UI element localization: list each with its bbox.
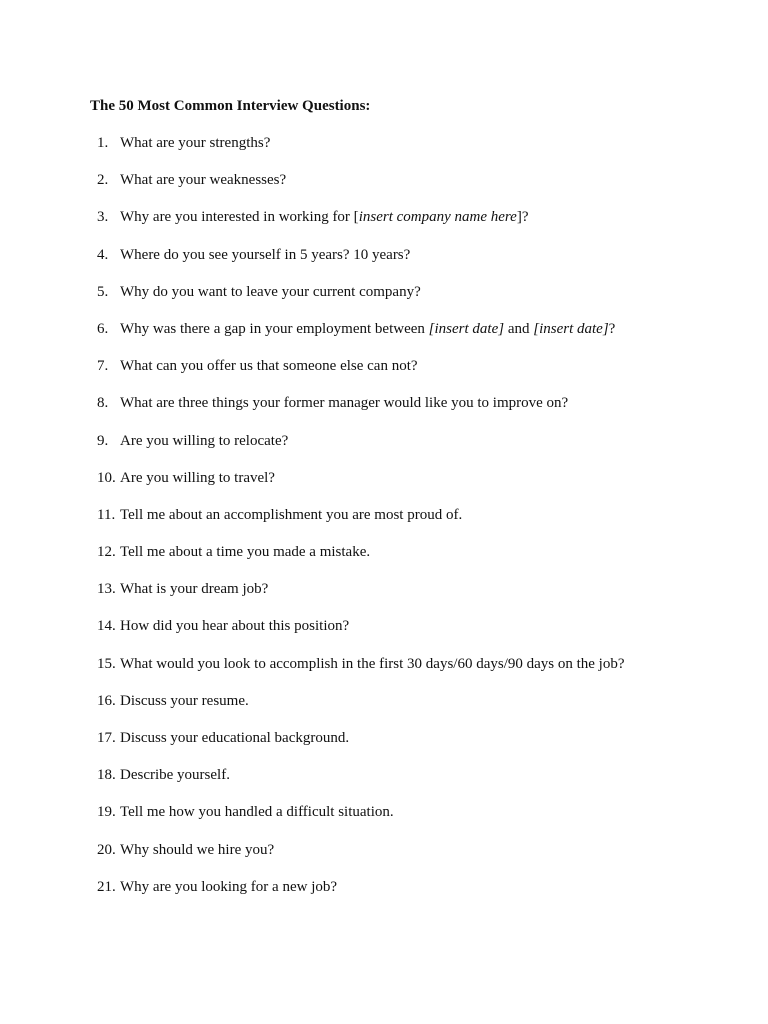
question-text-segment: Tell me how you handled a difficult situation. [120, 804, 394, 821]
question-text [120, 728, 349, 748]
question-text [120, 207, 529, 227]
question-text [120, 356, 418, 376]
question-text-segment: ? [608, 320, 616, 337]
question-text [120, 654, 625, 674]
question-number: 2. [97, 172, 109, 189]
question-text [120, 579, 268, 599]
question-text [120, 282, 421, 302]
question-text [120, 431, 288, 451]
question-text-segment: Where do you see yourself in 5 years? 10 years? [120, 246, 411, 263]
question-text [120, 505, 462, 525]
question-text-segment: Are you willing to relocate? [120, 432, 289, 449]
question-text-segment: What are three things your former manager would like you to improve on? [120, 395, 569, 412]
question-text-segment: Tell me about a time you made a mistake. [120, 544, 371, 561]
question-text [120, 802, 394, 822]
question-number: 8. [97, 395, 109, 412]
question-number: 15. [97, 655, 116, 672]
question-text-segment: Why are you looking for a new job? [120, 878, 338, 895]
question-number: 9. [97, 432, 109, 449]
question-text [120, 877, 337, 897]
question-text-segment: How did you hear about this position? [120, 618, 350, 635]
question-text-segment: What can you offer us that someone else can not? [120, 358, 418, 375]
question-text-segment: What are your strengths? [120, 135, 271, 151]
question-number: 7. [97, 358, 109, 375]
question-text-segment: Are you willing to travel? [120, 469, 275, 486]
question-text-segment: Why was there a gap in your employment between [120, 320, 429, 337]
question-number: 1. [97, 135, 109, 151]
question-number: 6. [97, 320, 109, 337]
question-number: 13. [97, 581, 116, 598]
question-text-segment: Discuss your educational background. [120, 730, 350, 746]
question-text-segment: Why are you interested in working for [ [120, 209, 359, 226]
question-text [120, 133, 270, 153]
placeholder-text: [insert date] [428, 320, 505, 337]
question-text [120, 840, 274, 860]
question-number: 3. [97, 209, 109, 226]
question-number: 14. [97, 618, 116, 635]
question-text [120, 765, 230, 785]
placeholder-text: [insert date] [533, 320, 609, 337]
question-text-segment: Why do you want to leave your current company? [120, 283, 421, 300]
question-number: 19. [97, 804, 116, 821]
question-text [120, 468, 275, 488]
question-number: 5. [97, 283, 109, 300]
question-number: 17. [97, 730, 116, 746]
question-text [120, 170, 286, 190]
question-text-segment: and [504, 320, 534, 337]
question-text [120, 393, 568, 413]
question-text-segment: ]? [516, 209, 529, 226]
question-number: 21. [97, 878, 116, 895]
question-text-segment: Describe yourself. [120, 767, 230, 784]
question-number: 18. [97, 767, 116, 784]
question-number: 10. [97, 469, 116, 486]
question-text [120, 542, 370, 562]
question-text [120, 691, 249, 711]
question-text-segment: What are your weaknesses? [120, 172, 287, 189]
question-text [120, 319, 615, 339]
question-text-segment: Tell me about an accomplishment you are most proud of. [120, 506, 463, 523]
question-text-segment: Discuss your resume. [120, 692, 249, 709]
question-text [120, 245, 410, 265]
document-title: The 50 Most Common Interview Questions: [90, 98, 371, 114]
question-text [120, 616, 349, 636]
placeholder-text: insert company name here [358, 209, 517, 226]
question-text-segment: Why should we hire you? [120, 841, 275, 858]
question-number: 11. [97, 506, 116, 523]
question-number: 12. [97, 544, 116, 561]
question-number: 16. [97, 692, 116, 709]
question-number: 20. [97, 841, 116, 858]
question-number: 4. [97, 246, 109, 263]
question-text-segment: What is your dream job? [120, 581, 269, 598]
question-text-segment: What would you look to accomplish in the first 30 days/60 days/90 days on the job? [120, 655, 625, 672]
